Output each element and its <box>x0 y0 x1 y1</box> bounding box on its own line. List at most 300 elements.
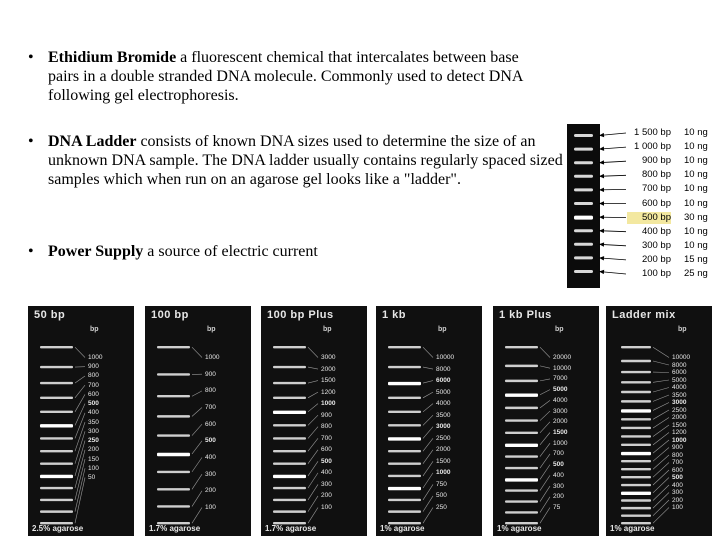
ladder-band <box>574 243 593 246</box>
gel-marker-label: 600 <box>321 446 332 454</box>
gel-marker-label: 2000 <box>553 418 568 426</box>
gel-marker-label: 600 <box>205 420 216 428</box>
gel-marker-line <box>540 433 550 445</box>
gel-marker-label: 5000 <box>672 376 687 384</box>
gel-marker-line <box>75 376 85 383</box>
bullet-term: DNA Ladder <box>48 133 137 150</box>
gel-marker-line <box>423 367 433 369</box>
gel-marker-line <box>308 392 318 398</box>
gel-marker-line <box>75 468 85 511</box>
gel-marker-label: 20000 <box>553 354 572 361</box>
gel-marker-label: 300 <box>205 470 216 478</box>
gel-band <box>273 450 306 452</box>
gel-marker-line <box>540 347 550 357</box>
gel-band <box>157 471 190 473</box>
ladder-row-mass: 10 ng <box>684 183 708 195</box>
gel-marker-line <box>653 485 669 500</box>
gel-band <box>273 411 306 414</box>
gel-band <box>621 444 651 446</box>
gel-marker-line <box>653 500 669 516</box>
gel-marker-label: 500 <box>436 492 447 500</box>
bullet-dot: • <box>28 133 34 150</box>
gel-band <box>273 462 306 464</box>
gel-marker-label: 100 <box>205 504 216 511</box>
gel-band <box>505 489 538 491</box>
gel-band <box>505 407 538 409</box>
gel-unit-label: bp <box>555 326 564 333</box>
gel-band <box>40 346 73 348</box>
gel-marker-label: 5000 <box>436 388 451 396</box>
gel-band <box>273 397 306 399</box>
gel-marker-label: 600 <box>88 390 99 398</box>
gel-band <box>40 437 73 439</box>
gel-marker-line <box>423 496 433 512</box>
gel-marker-label: 250 <box>436 504 447 511</box>
gel-lane <box>493 306 599 536</box>
ladder-row-size: 200 bp <box>641 253 671 265</box>
ladder-arrowhead <box>599 242 604 246</box>
gel-band <box>157 346 190 348</box>
gel-marker-line <box>75 404 85 426</box>
gel-marker-line <box>540 379 550 381</box>
gel-marker-label: 200 <box>672 496 683 504</box>
ladder-arrowhead <box>599 201 604 205</box>
ladder-row-size: 600 bp <box>641 197 671 209</box>
gel-band <box>157 373 190 375</box>
gel-band <box>388 510 421 512</box>
gel-band <box>505 478 538 481</box>
gel-marker-line <box>75 394 85 411</box>
gel-marker-line <box>192 458 202 472</box>
bullet-term: Ethidium Bromide <box>48 49 177 66</box>
gel-marker-label: 400 <box>321 469 332 477</box>
gel-marker-line <box>308 427 318 439</box>
ladder-row-mass: 30 ng <box>684 211 708 223</box>
ladder-row-size: 1 000 bp <box>634 141 671 153</box>
gel-marker-label: 800 <box>321 423 332 431</box>
gel-1 <box>145 306 251 536</box>
gel-marker-line <box>653 433 669 445</box>
gel-band <box>621 507 651 509</box>
ladder-row-size: 800 bp <box>641 169 671 181</box>
gel-marker-line <box>423 450 433 464</box>
gel-agarose-label: 2.5% agarose <box>32 524 84 533</box>
ladder-band <box>574 148 593 151</box>
gel-marker-label: 400 <box>672 481 683 489</box>
gel-marker-label: 400 <box>205 454 216 461</box>
gel-agarose-label: 1% agarose <box>380 524 425 533</box>
gel-marker-label: 3000 <box>672 399 687 406</box>
gel-marker-line <box>192 408 202 417</box>
ladder-row-size: 700 bp <box>641 183 671 195</box>
ladder-row-size: 500 bp <box>627 212 671 224</box>
gel-marker-line <box>75 450 85 488</box>
gel-agarose-label: 1% agarose <box>610 524 655 533</box>
gel-marker-line <box>308 415 318 425</box>
gel-marker-label: 300 <box>88 427 99 435</box>
gel-marker-label: 1000 <box>321 400 336 408</box>
gel-marker-label: 200 <box>88 446 99 454</box>
gel-marker-line <box>653 410 669 419</box>
gel-marker-label: 800 <box>88 372 99 380</box>
gel-marker-line <box>308 347 318 357</box>
gel-marker-line <box>75 385 85 398</box>
gel-marker-line <box>653 380 669 382</box>
gel-marker-label: 200 <box>553 493 564 501</box>
gel-marker-label: 1200 <box>321 388 336 396</box>
gel-band <box>157 522 190 524</box>
gel-marker-label: 100 <box>321 504 332 511</box>
gel-band <box>157 395 190 397</box>
gel-marker-line <box>540 422 550 433</box>
ladder-arrowhead <box>599 174 604 178</box>
gel-marker-line <box>540 400 550 408</box>
gel-band <box>621 468 651 470</box>
gel-marker-line <box>192 441 202 454</box>
gel-marker-line <box>308 438 318 451</box>
gel-marker-label: 75 <box>553 504 561 511</box>
gel-band <box>388 522 421 524</box>
gel-band <box>273 437 306 439</box>
gel-band <box>388 411 421 413</box>
ladder-band <box>574 216 593 220</box>
gel-marker-label: 150 <box>88 455 99 463</box>
gel-marker-line <box>540 411 550 420</box>
gel-marker-label: 8000 <box>672 361 687 369</box>
bullet-text: consists of known DNA sizes used to determine the size of an unknown DNA sample. The DNA ladder usually contains regularly spaced sized samples which when run on an agarose gel looks like a "ladder". <box>48 133 563 188</box>
ladder-row-size: 900 bp <box>641 155 671 167</box>
gel-agarose-label: 1.7% agarose <box>265 524 317 533</box>
bullet-dot: • <box>28 49 34 66</box>
gel-marker-line <box>192 347 202 357</box>
gel-marker-label: 350 <box>88 418 99 426</box>
ladder-row-mass: 25 ng <box>684 268 708 279</box>
gel-band <box>40 411 73 413</box>
gel-marker-line <box>308 508 318 524</box>
gel-marker-line <box>308 484 318 499</box>
gel-band <box>388 499 421 501</box>
gel-marker-line <box>653 508 669 524</box>
ladder-row-mass: 10 ng <box>684 169 708 181</box>
gel-marker-label: 800 <box>672 451 683 459</box>
gel-marker-line <box>423 404 433 412</box>
gel-marker-label: 3000 <box>436 423 451 431</box>
gel-marker-label: 700 <box>205 404 216 411</box>
gel-band <box>621 460 651 462</box>
gel-5 <box>606 306 712 536</box>
gel-band <box>621 391 651 393</box>
gel-marker-line <box>192 474 202 489</box>
gel-band <box>273 346 306 348</box>
gel-marker-label: 400 <box>553 471 564 479</box>
gel-band <box>273 382 306 384</box>
ladder-row-mass: 10 ng <box>684 141 708 153</box>
gel-marker-label: 500 <box>321 457 332 465</box>
gel-band <box>621 346 651 348</box>
gel-marker-line <box>653 440 669 453</box>
gel-title: 50 bp <box>34 309 66 321</box>
gel-band <box>505 394 538 397</box>
gel-band <box>273 499 306 501</box>
gel-band <box>40 522 73 524</box>
gel-band <box>388 437 421 440</box>
ladder-row-mass: 10 ng <box>684 127 708 138</box>
bullet-term: Power Supply <box>48 243 144 260</box>
gel-marker-label: 700 <box>553 450 564 458</box>
gel-band <box>40 424 73 427</box>
ladder-row-size: 100 bp <box>641 268 671 279</box>
gel-band <box>621 452 651 455</box>
gel-marker-label: 3000 <box>321 354 336 361</box>
gel-band <box>40 510 73 512</box>
ladder-gel-gallery <box>28 306 718 540</box>
gel-marker-line <box>653 347 669 357</box>
gel-marker-label: 700 <box>672 459 683 466</box>
ladder-band <box>574 134 593 137</box>
gel-marker-label: 1000 <box>672 436 687 444</box>
gel-marker-label: 100 <box>88 464 99 472</box>
gel-band <box>505 419 538 421</box>
gel-marker-line <box>540 443 550 456</box>
gel-band <box>621 371 651 373</box>
gel-band <box>505 365 538 367</box>
gel-marker-line <box>423 473 433 488</box>
gel-marker-line <box>540 454 550 468</box>
ladder-arrowhead <box>599 256 604 260</box>
gel-band <box>505 467 538 469</box>
gel-marker-label: 3000 <box>553 407 568 415</box>
gel-marker-label: 1500 <box>553 429 568 436</box>
gel-2 <box>261 306 367 536</box>
gel-marker-label: 3500 <box>436 411 451 419</box>
gel-marker-label: 2000 <box>672 414 687 421</box>
gel-marker-label: 50 <box>88 474 96 481</box>
ladder-arrowhead <box>599 160 604 164</box>
gel-marker-label: 200 <box>205 487 216 495</box>
gel-marker-label: 500 <box>88 400 99 408</box>
gel-marker-label: 200 <box>321 492 332 500</box>
gel-band <box>157 505 190 507</box>
ladder-arrowhead <box>599 229 604 233</box>
gel-marker-label: 1000 <box>88 354 103 361</box>
ladder-band <box>574 270 593 273</box>
gel-marker-line <box>75 478 85 524</box>
gel-marker-label: 6000 <box>672 369 687 376</box>
gel-marker-line <box>423 461 433 476</box>
ladder-row-mass: 10 ng <box>684 197 708 209</box>
gel-marker-label: 800 <box>205 387 216 395</box>
gel-marker-label: 10000 <box>436 354 455 361</box>
gel-marker-line <box>192 424 202 435</box>
gel-band <box>388 346 421 348</box>
gel-marker-label: 4000 <box>436 400 451 408</box>
gel-marker-label: 750 <box>436 480 447 488</box>
gel-marker-line <box>540 390 550 395</box>
gel-marker-line <box>423 484 433 499</box>
gel-band <box>388 462 421 464</box>
gel-band <box>388 424 421 426</box>
gel-band <box>157 434 190 436</box>
gel-band <box>388 450 421 452</box>
gel-band <box>505 380 538 382</box>
gel-marker-label: 900 <box>88 363 99 371</box>
gel-band <box>505 346 538 348</box>
gel-band <box>273 510 306 512</box>
gel-0 <box>28 306 134 536</box>
gel-unit-label: bp <box>90 326 99 333</box>
gel-marker-label: 1500 <box>321 377 336 385</box>
gel-marker-label: 1000 <box>436 469 451 477</box>
ladder-arrowhead <box>599 147 604 151</box>
gel-marker-line <box>308 404 318 412</box>
gel-lane <box>376 306 482 536</box>
gel-band <box>621 492 651 495</box>
gel-marker-label: 900 <box>321 411 332 419</box>
gel-band <box>40 487 73 489</box>
ladder-band <box>574 188 593 191</box>
ladder-arrowhead <box>599 215 604 219</box>
gel-band <box>505 522 538 524</box>
gel-band <box>273 475 306 478</box>
bullet-text: a fluorescent chemical that intercalates between base pairs in a double stranded DNA molecule. Commonly used to detect DNA following gel electrophoresis. <box>48 49 523 104</box>
gel-marker-line <box>653 470 669 485</box>
gel-lane <box>28 306 134 536</box>
gel-marker-label: 400 <box>88 409 99 417</box>
gel-band <box>621 435 651 437</box>
gel-marker-line <box>423 381 433 383</box>
ladder-row-mass: 10 ng <box>684 155 708 167</box>
gel-band <box>40 499 73 501</box>
gel-band <box>157 488 190 490</box>
gel-marker-label: 1000 <box>205 354 220 361</box>
gel-marker-label: 1200 <box>672 429 687 436</box>
gel-marker-line <box>653 448 669 462</box>
ladder-band <box>574 229 593 232</box>
gel-marker-line <box>653 403 669 411</box>
gel-marker-label: 500 <box>553 461 564 469</box>
gel-band <box>621 427 651 429</box>
gel-band <box>40 462 73 464</box>
gel-band <box>157 415 190 417</box>
gel-marker-label: 10000 <box>672 354 691 361</box>
ladder-row-size: 1 500 bp <box>634 127 671 138</box>
gel-marker-line <box>653 388 669 393</box>
gel-marker-label: 500 <box>205 437 216 445</box>
gel-band <box>621 400 651 402</box>
gel-marker-label: 700 <box>321 434 332 442</box>
gel-marker-label: 1500 <box>672 421 687 429</box>
gel-title: Ladder mix <box>612 309 676 321</box>
gel-band <box>621 484 651 486</box>
gel-3 <box>376 306 482 536</box>
gel-marker-label: 10000 <box>553 364 572 372</box>
gel-marker-label: 3500 <box>672 391 687 399</box>
gel-band <box>621 409 651 412</box>
gel-marker-line <box>653 463 669 478</box>
gel-marker-line <box>653 493 669 509</box>
bullet-dot: • <box>28 243 34 260</box>
gel-band <box>40 397 73 399</box>
gel-marker-line <box>540 366 550 368</box>
gel-title: 1 kb <box>382 309 407 321</box>
gel-marker-label: 300 <box>553 482 564 490</box>
ladder-row-size: 400 bp <box>641 225 671 237</box>
gel-marker-line <box>308 450 318 464</box>
gel-band <box>40 382 73 384</box>
gel-marker-line <box>653 455 669 469</box>
gel-band <box>273 487 306 489</box>
ladder-band <box>574 202 593 205</box>
bullet-dna-ladder <box>28 132 568 189</box>
ladder-band <box>574 256 593 259</box>
gel-lane <box>261 306 367 536</box>
gel-title: 100 bp <box>151 309 189 321</box>
gel-agarose-label: 1.7% agarose <box>149 524 201 533</box>
gel-marker-line <box>192 508 202 524</box>
gel-marker-label: 2500 <box>672 406 687 414</box>
gel-marker-line <box>423 392 433 398</box>
gel-marker-label: 300 <box>672 489 683 496</box>
ladder-row-mass: 10 ng <box>684 225 708 237</box>
gel-title: 1 kb Plus <box>499 309 552 321</box>
gel-marker-line <box>308 461 318 476</box>
ladder-band <box>574 175 593 178</box>
gel-band <box>388 487 421 490</box>
gel-marker-line <box>423 427 433 439</box>
gel-band <box>157 453 190 456</box>
gel-unit-label: bp <box>678 326 687 333</box>
gel-marker-line <box>308 496 318 512</box>
gel-band <box>40 475 73 478</box>
gel-marker-label: 4000 <box>553 396 568 404</box>
gel-band <box>621 476 651 478</box>
gel-marker-line <box>423 415 433 425</box>
gel-band <box>621 514 651 516</box>
gel-marker-line <box>192 491 202 507</box>
gel-band <box>40 366 73 368</box>
gel-marker-line <box>653 478 669 493</box>
gel-band <box>505 432 538 434</box>
ladder-row-mass: 10 ng <box>684 239 708 251</box>
gel-band <box>388 382 421 385</box>
gel-band <box>505 511 538 513</box>
gel-marker-line <box>75 347 85 357</box>
gel-band <box>621 381 651 383</box>
gel-marker-label: 8000 <box>436 365 451 373</box>
gel-agarose-label: 1% agarose <box>497 524 542 533</box>
gel-marker-label: 1000 <box>553 439 568 447</box>
gel-marker-label: 100 <box>672 504 683 511</box>
gel-band <box>621 499 651 501</box>
gel-band <box>273 424 306 426</box>
gel-marker-label: 250 <box>88 437 99 445</box>
bullet-ethidium-bromide <box>28 48 548 105</box>
gel-lane <box>606 306 712 536</box>
ladder-row-mass: 15 ng <box>684 253 708 265</box>
gel-band <box>621 418 651 420</box>
gel-marker-label: 2000 <box>436 446 451 454</box>
gel-marker-label: 4000 <box>672 384 687 391</box>
dna-ladder-figure <box>567 124 712 288</box>
gel-marker-label: 900 <box>672 444 683 451</box>
gel-band <box>621 360 651 362</box>
gel-marker-label: 2500 <box>436 434 451 442</box>
gel-title: 100 bp Plus <box>267 309 334 321</box>
gel-band <box>388 397 421 399</box>
gel-marker-line <box>75 459 85 500</box>
ladder-row-size: 300 bp <box>641 239 671 251</box>
gel-4 <box>493 306 599 536</box>
